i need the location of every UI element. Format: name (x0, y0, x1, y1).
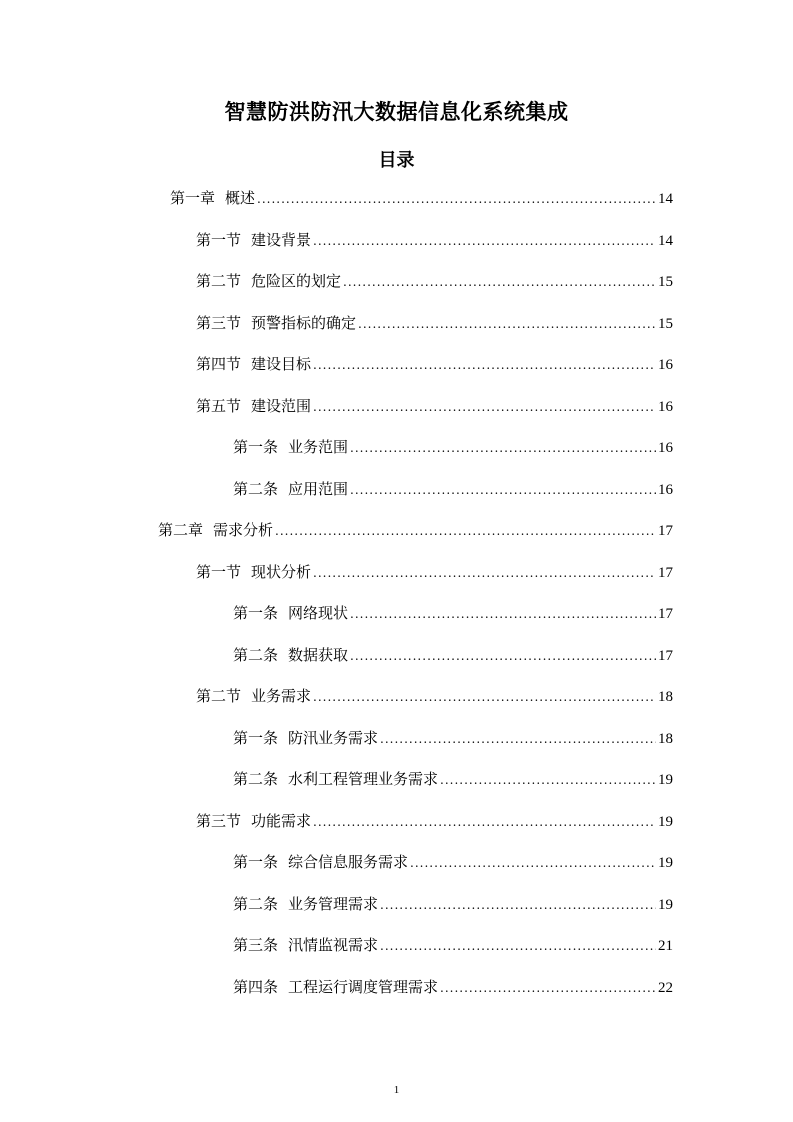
toc-entry-article[interactable] (233, 976, 673, 998)
toc-entry-page: 22 (658, 980, 673, 996)
toc-entry-article[interactable] (233, 851, 673, 873)
toc-entry-page: 17 (658, 648, 673, 664)
toc-entry-number: 第二节 (196, 687, 242, 705)
toc-leader-dots (440, 773, 656, 787)
toc-entry-number: 第一条 (233, 438, 279, 456)
toc-entry-page: 14 (658, 191, 673, 207)
toc-entry-title: 防汛业务需求 (288, 729, 379, 747)
document-title: 智慧防洪防汛大数据信息化系统集成 (224, 100, 569, 124)
toc-entry-section[interactable] (196, 561, 673, 583)
toc-leader-dots (313, 690, 656, 704)
toc-entry-number: 第二条 (233, 646, 279, 664)
toc-entry-chapter[interactable] (158, 519, 673, 541)
toc-entry-article[interactable] (233, 644, 673, 666)
toc-entry-page: 16 (658, 482, 673, 498)
toc-entry-number: 第二条 (233, 480, 279, 498)
toc-entry-title: 综合信息服务需求 (288, 853, 409, 871)
toc-heading: 目录 (378, 150, 415, 171)
toc-leader-dots (313, 234, 656, 248)
toc-entry-page: 19 (658, 897, 673, 913)
toc-leader-dots (313, 400, 656, 414)
toc-leader-dots (313, 358, 656, 372)
toc-entry-title: 现状分析 (251, 563, 312, 581)
toc-entry-number: 第三节 (196, 314, 242, 332)
toc-entry-section[interactable] (196, 395, 673, 417)
toc-entry-page: 17 (658, 565, 673, 581)
page-number: 1 (393, 1084, 400, 1096)
toc-entry-title: 业务管理需求 (288, 895, 379, 913)
toc-leader-dots (350, 483, 656, 497)
toc-entry-title: 工程运行调度管理需求 (288, 978, 439, 996)
toc-entry-chapter[interactable] (170, 187, 673, 209)
toc-leader-dots (440, 981, 656, 995)
toc-entry-section[interactable] (196, 353, 673, 375)
toc-entry-number: 第一条 (233, 853, 279, 871)
toc-entry-page: 14 (658, 233, 673, 249)
toc-entry-article[interactable] (233, 768, 673, 790)
toc-entry-page: 19 (658, 772, 673, 788)
toc-entry-number: 第四条 (233, 978, 279, 996)
toc-entry-number: 第一节 (196, 231, 242, 249)
toc-entry-page: 19 (658, 814, 673, 830)
toc-entry-title: 建设范围 (251, 397, 312, 415)
toc-entry-article[interactable] (233, 934, 673, 956)
toc-entry-title: 危险区的划定 (251, 272, 342, 290)
toc-entry-title: 水利工程管理业务需求 (288, 770, 439, 788)
toc-entry-number: 第一章 (170, 189, 216, 207)
toc-entry-article[interactable] (233, 727, 673, 749)
toc-entry-title: 汛情监视需求 (288, 936, 379, 954)
toc-entry-title: 数据获取 (288, 646, 349, 664)
toc-entry-title: 应用范围 (288, 480, 349, 498)
toc-leader-dots (313, 815, 656, 829)
toc-entry-page: 15 (658, 316, 673, 332)
toc-leader-dots (313, 566, 656, 580)
toc-entry-number: 第一条 (233, 729, 279, 747)
toc-entry-section[interactable] (196, 685, 673, 707)
toc-entry-section[interactable] (196, 312, 673, 334)
toc-entry-number: 第二章 (158, 521, 204, 539)
toc-entry-section[interactable] (196, 810, 673, 832)
toc-entry-page: 16 (658, 440, 673, 456)
toc-entry-page: 17 (658, 523, 673, 539)
toc-entry-title: 功能需求 (251, 812, 312, 830)
toc-entry-section[interactable] (196, 270, 673, 292)
toc-entry-page: 19 (658, 855, 673, 871)
toc-leader-dots (380, 898, 656, 912)
toc-entry-page: 18 (658, 731, 673, 747)
toc-entry-section[interactable] (196, 229, 673, 251)
toc-entry-article[interactable] (233, 478, 673, 500)
toc-entry-title: 建设目标 (251, 355, 312, 373)
toc-entry-title: 业务范围 (288, 438, 349, 456)
toc-entry-article[interactable] (233, 436, 673, 458)
toc-entry-number: 第五节 (196, 397, 242, 415)
toc-entry-title: 业务需求 (251, 687, 312, 705)
toc-entry-article[interactable] (233, 893, 673, 915)
toc-leader-dots (358, 317, 656, 331)
toc-entry-title: 预警指标的确定 (251, 314, 357, 332)
toc-leader-dots (350, 441, 656, 455)
toc-entry-page: 18 (658, 689, 673, 705)
toc-entry-number: 第四节 (196, 355, 242, 373)
toc-entry-number: 第一条 (233, 604, 279, 622)
toc-entry-page: 21 (658, 938, 673, 954)
toc-leader-dots (257, 192, 656, 206)
toc-entry-title: 需求分析 (213, 521, 274, 539)
toc-leader-dots (380, 732, 656, 746)
toc-leader-dots (410, 856, 656, 870)
toc-entry-title: 概述 (225, 189, 256, 207)
toc-leader-dots (275, 524, 656, 538)
toc-entry-page: 16 (658, 399, 673, 415)
toc-entry-page: 15 (658, 274, 673, 290)
toc-leader-dots (343, 275, 656, 289)
toc-entry-number: 第二条 (233, 895, 279, 913)
toc-entry-number: 第一节 (196, 563, 242, 581)
toc-leader-dots (350, 607, 656, 621)
toc-leader-dots (380, 939, 656, 953)
toc-entry-page: 16 (658, 357, 673, 373)
toc-entry-number: 第二节 (196, 272, 242, 290)
toc-entry-page: 17 (658, 606, 673, 622)
toc-entry-title: 网络现状 (288, 604, 349, 622)
toc-entry-number: 第三条 (233, 936, 279, 954)
toc-entry-article[interactable] (233, 602, 673, 624)
toc-entry-title: 建设背景 (251, 231, 312, 249)
toc-entry-number: 第二条 (233, 770, 279, 788)
toc-leader-dots (350, 649, 656, 663)
toc-entry-number: 第三节 (196, 812, 242, 830)
